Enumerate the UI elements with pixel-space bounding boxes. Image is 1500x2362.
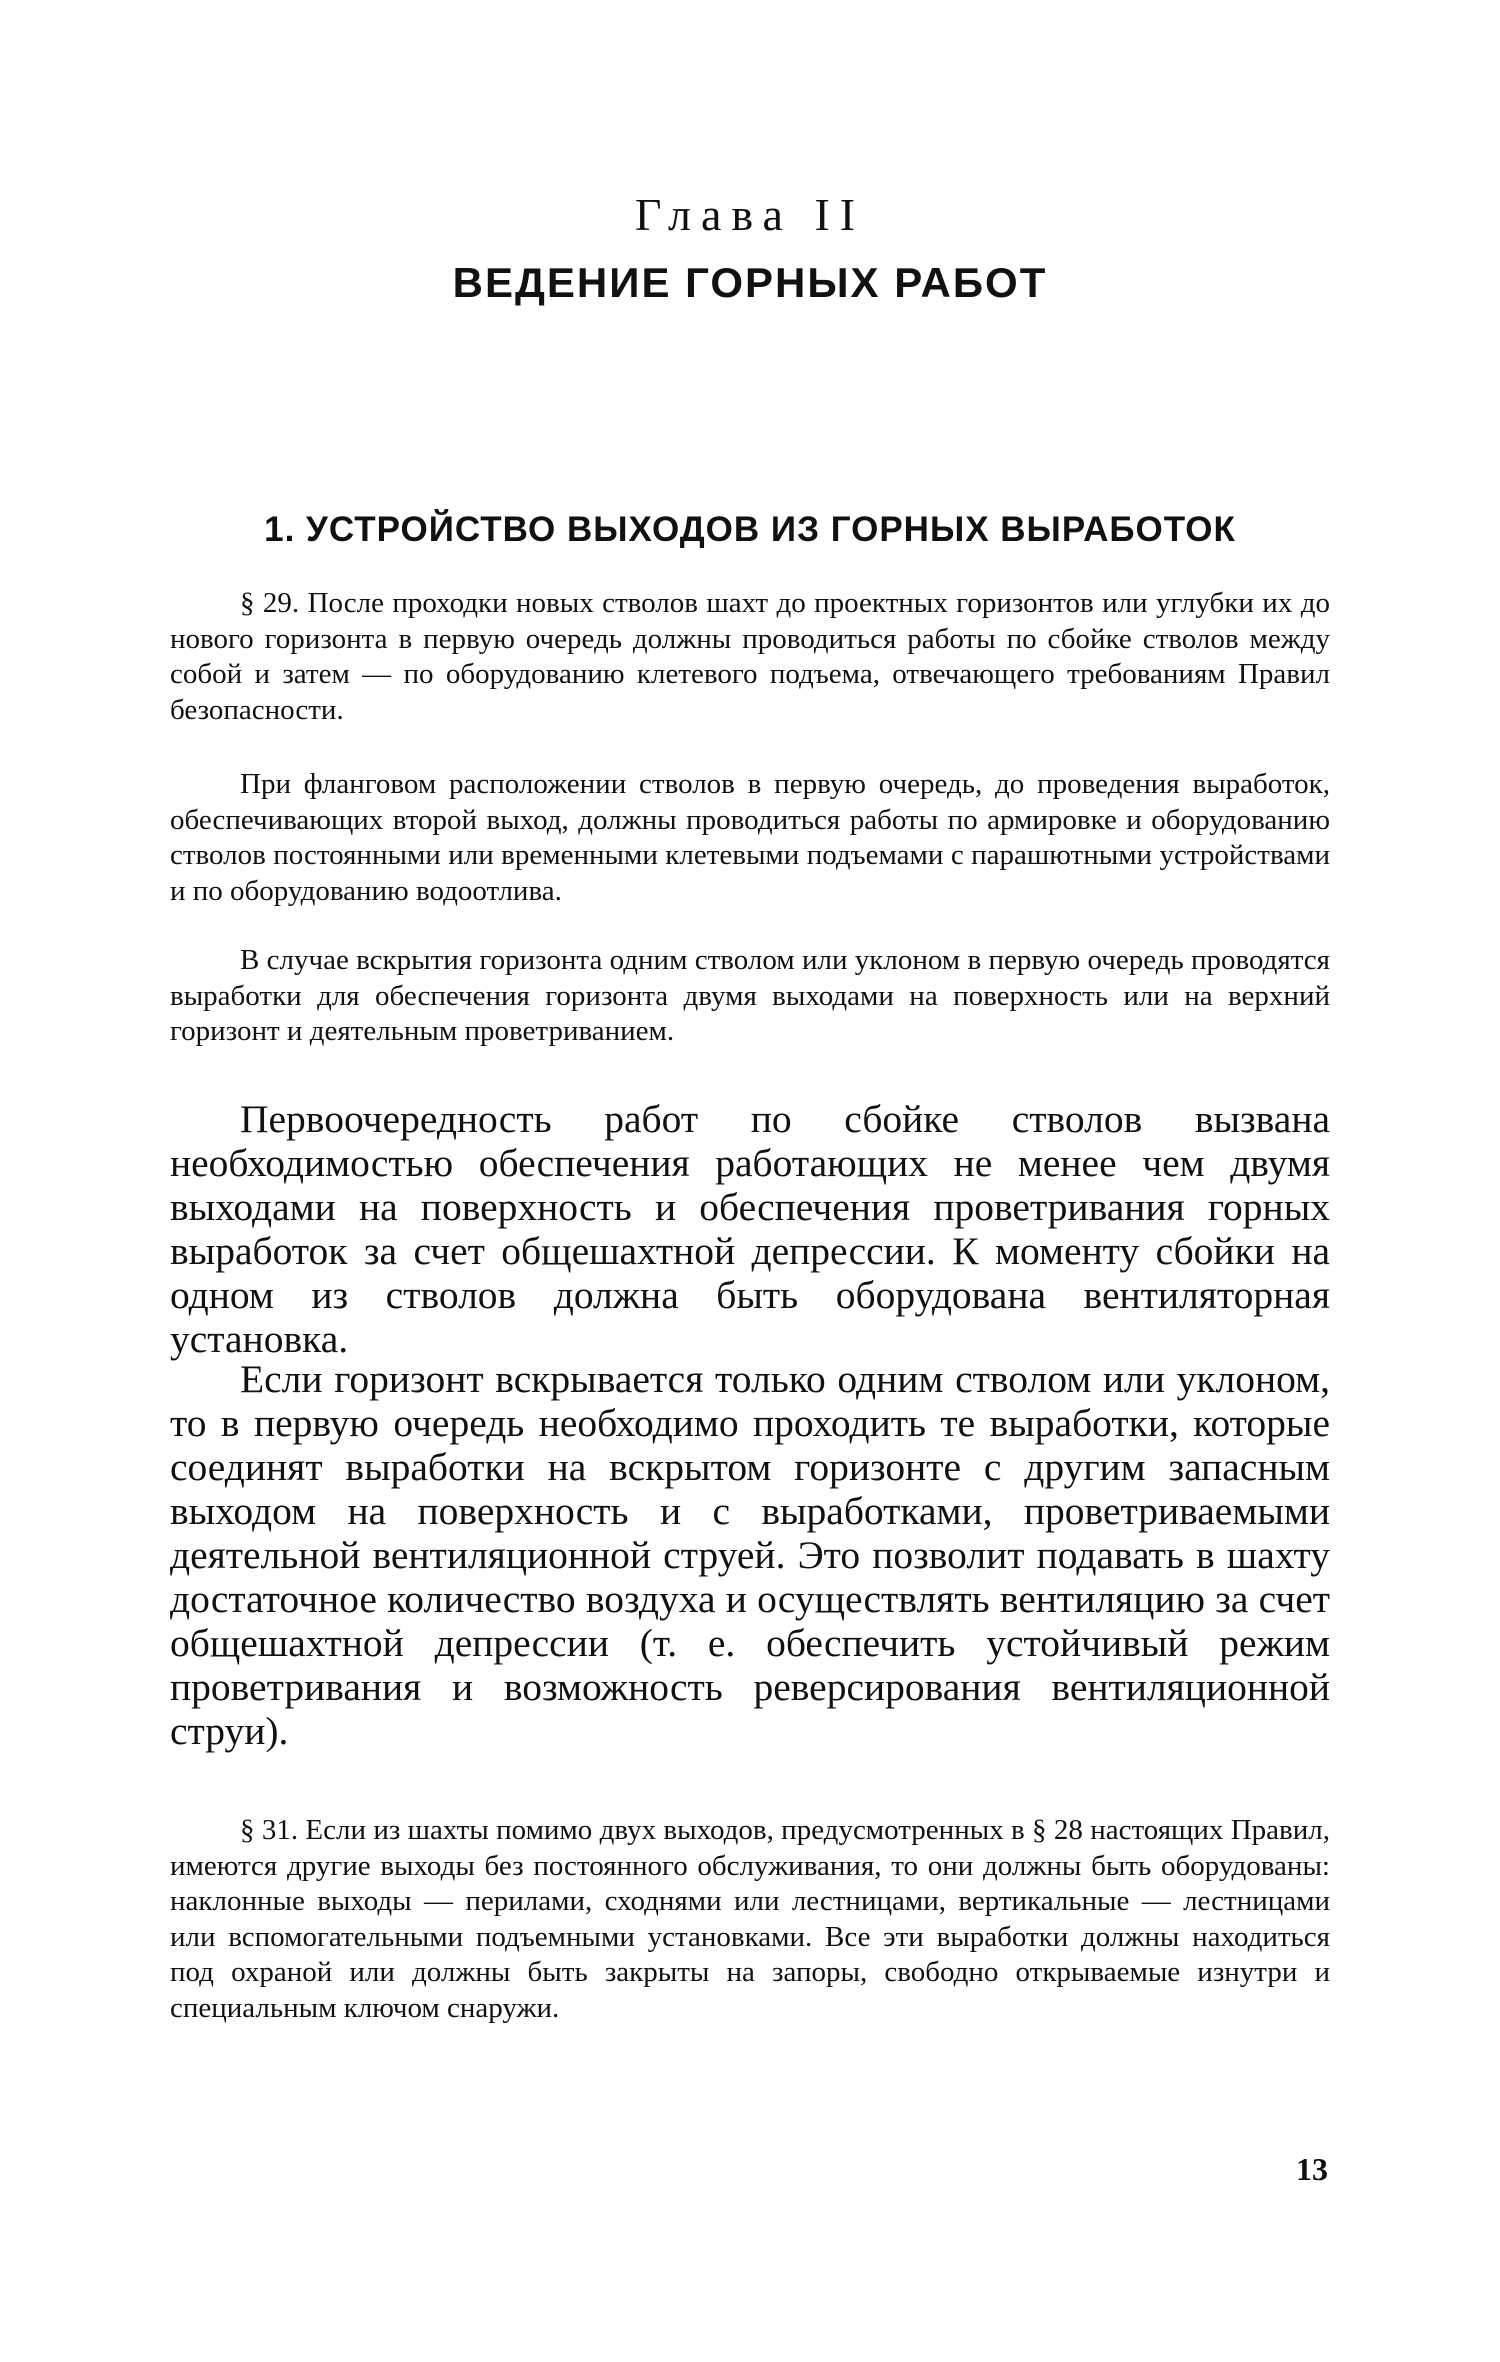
rule-paragraph-31-text: § 31. Если из шахты помимо двух выходов, предусмотренных в § 28 настоящих Правил, имеются другие выходы без постоянного обслуживания, то они должны быть оборудованы: наклонные выходы — перилами, сходнями или лестницами, вертикальные — лестницами или вспомогательными подъемными установками. Все эти выработки должны находиться под охраной или должны быть закрыты на запоры, свободно открываемые изнутри и специальным ключом снаружи. xyxy=(170,1814,1330,2024)
commentary-paragraph-2-text: Если горизонт вскрывается только одним стволом или уклоном, то в первую очередь необходимо проходить те выработки, которые соединят выработки на вскрытом горизонте с другим запасным выходом на поверхность и с выработками, проветриваемыми деятельной вентиляционной струей. Это позволит подавать в шахту достаточное количество воздуха и осуществлять вентиляцию за счет общешахтной депрессии (т. е. обеспечить устойчивый режим проветривания и возможность реверсирования вентиляционной струи). xyxy=(170,1357,1330,1753)
rule-paragraph-flank-text: При фланговом расположении стволов в первую очередь, до проведения выработок, обеспечивающих второй выход, должны проводиться работы по армировке и оборудованию стволов постоянными или временными клетевыми подъемами с парашютными устройствами и по оборудованию водоотлива. xyxy=(170,768,1330,907)
chapter-title: ВЕДЕНИЕ ГОРНЫХ РАБОТ xyxy=(452,259,1048,306)
rule-paragraph-opening xyxy=(170,943,1330,1050)
rule-paragraph-opening-text: В случае вскрытия горизонта одним стволом или уклоном в первую очередь проводятся выработки для обеспечения горизонта двумя выходами на поверхность или на верхний горизонт и деятельным проветриванием. xyxy=(170,944,1330,1047)
commentary-paragraph-1 xyxy=(170,1097,1330,1361)
commentary-paragraph-1-text: Первоочередность работ по сбойке стволов вызвана необходимостью обеспечения работающих не менее чем двумя выходами на поверхность и обеспечения проветривания горных выработок за счет общешахтной депрессии. К моменту сбойки на одном из стволов должна быть оборудована вентиляторная установка. xyxy=(170,1097,1330,1361)
rule-paragraph-29 xyxy=(170,586,1330,728)
page-number: 13 xyxy=(1296,2151,1328,2187)
rule-paragraph-29-text: § 29. После проходки новых стволов шахт до проектных горизонтов или углубки их до нового горизонта в первую очередь должны проводиться работы по сбойке стволов между собой и затем — по оборудованию клетевого подъема, отвечающего требованиям Правил безопасности. xyxy=(170,587,1330,726)
rule-paragraph-31 xyxy=(170,1813,1330,2026)
commentary-paragraph-2 xyxy=(170,1357,1330,1753)
section-title: 1. УСТРОЙСТВО ВЫХОДОВ ИЗ ГОРНЫХ ВЫРАБОТОК xyxy=(264,510,1236,549)
rule-paragraph-flank xyxy=(170,767,1330,909)
chapter-label: Глава II xyxy=(634,189,866,240)
